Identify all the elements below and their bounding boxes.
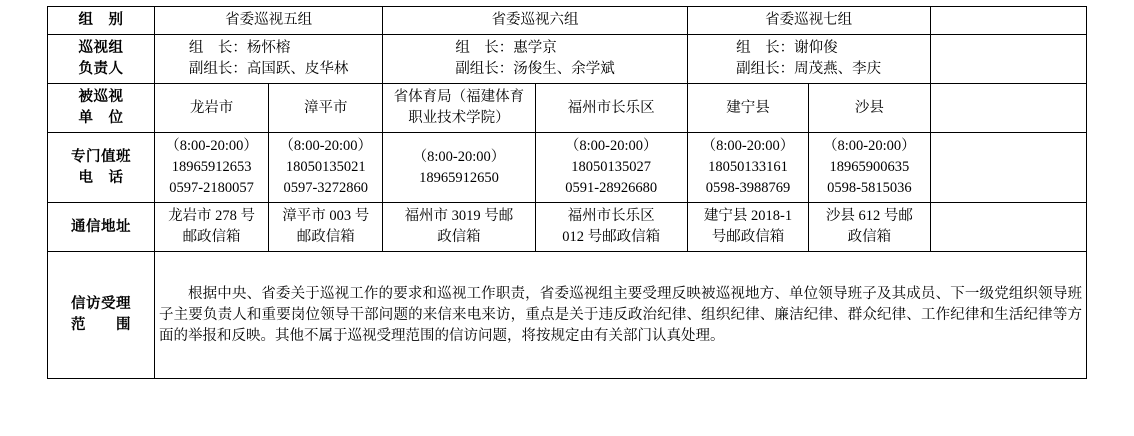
- scope-paragraph: 根据中央、省委关于巡视工作的要求和巡视工作职责，省委巡视组主要受理反映被巡视地方、单位领导班子及其成员、下一级党组织领导班子主要负责人和重要岗位领导干部问题的来信来电来访，重点是关于违反政治纪律、组织纪律、廉洁纪律、群众纪律、工作纪律和生活纪律等方面的举报和反映。其他不属于巡视受理范围的信访问题，将按规定由有关部门认真处理。: [158, 285, 1082, 344]
- phone-time-4: （8:00-20:00）: [564, 138, 658, 155]
- phone-time-2: （8:00-20:00）: [279, 138, 373, 155]
- phone-number-4a: 18050135027: [571, 159, 652, 176]
- phone-number-1a: 18965912653: [171, 159, 252, 176]
- table-row-leader: [48, 35, 1087, 84]
- leader-chief-5: 组 长：杨怀榕: [188, 40, 291, 57]
- address-line-5b: 号邮政信箱: [711, 229, 785, 246]
- row-header-phone: 专门值班 电 话: [48, 133, 155, 203]
- document-page: [0, 6, 1134, 436]
- address-cell-1: [154, 203, 268, 252]
- phone-number-2a: 18050135021: [285, 159, 366, 176]
- phone-cell-1: [154, 133, 268, 203]
- phone-number-3a: 18965912650: [419, 169, 499, 186]
- scope-text-cell: [154, 252, 1086, 379]
- address-line-6a: 沙县 612 号邮: [825, 208, 913, 225]
- address-line-1a: 龙岩市 278 号: [168, 208, 256, 225]
- leader-cell-6: [383, 35, 687, 84]
- address-cell-6: [809, 203, 930, 252]
- table-row-unit: [48, 84, 1087, 133]
- inspection-groups-table: [47, 6, 1087, 379]
- phone-number-2b: 0597-3272860: [283, 180, 369, 197]
- leader-cell-empty: [930, 35, 1086, 84]
- phone-time-1: （8:00-20:00）: [165, 138, 258, 155]
- table-row-group: [48, 7, 1087, 35]
- address-cell-4: [535, 203, 687, 252]
- phone-number-6b: 0598-5815036: [827, 180, 912, 197]
- group-cell-7: 省委巡视七组: [687, 7, 930, 35]
- phone-cell-6: [809, 133, 930, 203]
- address-line-4b: 012 号邮政信箱: [562, 229, 661, 246]
- unit-cell-4: 福州市长乐区: [535, 84, 687, 133]
- unit-cell-6: 沙县: [809, 84, 930, 133]
- leader-cell-7: [687, 35, 930, 84]
- address-line-2a: 漳平市 003 号: [282, 208, 370, 225]
- phone-number-5a: 18050133161: [708, 159, 788, 176]
- phone-time-6: （8:00-20:00）: [823, 138, 916, 155]
- row-header-address: 通信地址: [48, 203, 155, 252]
- leader-deputy-7: 副组长：周茂燕、李庆: [736, 61, 882, 78]
- unit-cell-1: 龙岩市: [154, 84, 268, 133]
- address-cell-3: [383, 203, 535, 252]
- phone-number-5b: 0598-3988769: [705, 180, 791, 197]
- group-cell-empty: [930, 7, 1086, 35]
- phone-cell-2: [269, 133, 383, 203]
- phone-cell-4: [535, 133, 687, 203]
- row-header-group: 组 别: [48, 7, 155, 35]
- unit-cell-3: 省体育局（福建体育职业技术学院）: [383, 84, 535, 133]
- phone-number-1b: 0597-2180057: [169, 180, 254, 197]
- row-header-scope: 信访受理 范 围: [48, 252, 155, 379]
- phone-cell-empty: [930, 133, 1086, 203]
- leader-deputy-6: 副组长：汤俊生、余学斌: [455, 61, 615, 78]
- phone-number-6a: 18965900635: [829, 159, 910, 176]
- leader-deputy-5: 副组长：高国跃、皮华林: [188, 61, 349, 78]
- address-cell-2: [269, 203, 383, 252]
- phone-cell-5: [687, 133, 808, 203]
- table-row-scope: [48, 252, 1087, 379]
- address-line-1b: 邮政信箱: [182, 229, 241, 246]
- unit-cell-5: 建宁县: [687, 84, 808, 133]
- leader-cell-5: [154, 35, 382, 84]
- address-line-6b: 政信箱: [847, 229, 892, 246]
- phone-time-3: （8:00-20:00）: [412, 148, 506, 165]
- leader-chief-6: 组 长：惠学京: [455, 40, 557, 57]
- address-line-3b: 政信箱: [437, 229, 481, 246]
- address-cell-empty: [930, 203, 1086, 252]
- phone-cell-3: [383, 133, 535, 203]
- table-row-address: [48, 203, 1087, 252]
- leader-chief-7: 组 长：谢仰俊: [736, 40, 838, 57]
- phone-number-4b: 0591-28926680: [565, 180, 658, 197]
- address-cell-5: [687, 203, 808, 252]
- unit-cell-empty: [930, 84, 1086, 133]
- address-line-5a: 建宁县 2018-1: [703, 208, 793, 225]
- address-line-2b: 邮政信箱: [296, 229, 355, 246]
- row-header-leader: 巡视组 负责人: [48, 35, 155, 84]
- group-cell-6: 省委巡视六组: [383, 7, 687, 35]
- group-cell-5: 省委巡视五组: [154, 7, 382, 35]
- address-line-4a: 福州市长乐区: [567, 208, 655, 225]
- phone-time-5: （8:00-20:00）: [701, 138, 795, 155]
- table-row-phone: [48, 133, 1087, 203]
- row-header-unit: 被巡视 单 位: [48, 84, 155, 133]
- unit-cell-2: 漳平市: [269, 84, 383, 133]
- address-line-3a: 福州市 3019 号邮: [404, 208, 514, 225]
